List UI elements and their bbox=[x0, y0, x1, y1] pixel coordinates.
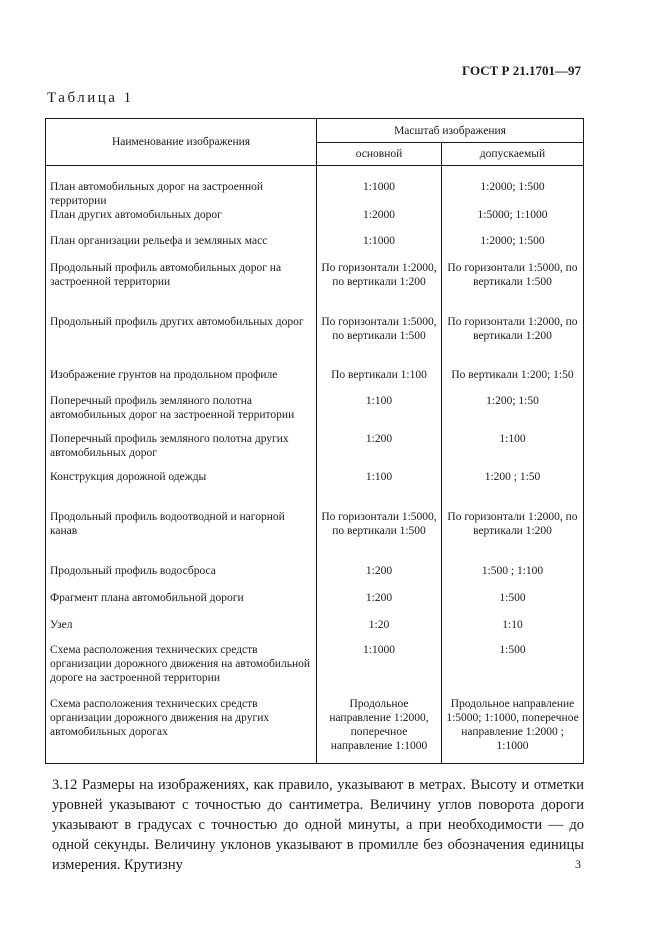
row-main-scale: 1:100 bbox=[317, 394, 442, 432]
table-row bbox=[46, 591, 584, 618]
table-row bbox=[46, 618, 584, 643]
row-allowed-scale: 1:500 bbox=[442, 591, 584, 618]
row-main-scale: 1:200 bbox=[317, 564, 442, 591]
table-row bbox=[46, 564, 584, 591]
row-allowed-scale: 1:200; 1:50 bbox=[442, 394, 584, 432]
row-allowed-scale: 1:500 ; 1:100 bbox=[442, 564, 584, 591]
row-main-scale: По горизонтали 1:5000, по вертикали 1:500 bbox=[317, 510, 442, 564]
row-name: Узел bbox=[46, 618, 317, 643]
row-name: Схема расположения технических средств организации дорожного движения на других автомобильных дорогах bbox=[46, 697, 317, 763]
column-header-scale: Масштаб изображения bbox=[317, 119, 584, 143]
row-name: План автомобильных дорог на застроенной территории bbox=[46, 166, 317, 209]
row-allowed-scale: 1:100 bbox=[442, 432, 584, 470]
row-main-scale: По горизонтали 1:2000, по вертикали 1:200 bbox=[317, 261, 442, 315]
row-allowed-scale: 1:5000; 1:1000 bbox=[442, 208, 584, 234]
row-main-scale: 1:200 bbox=[317, 432, 442, 470]
row-name: Фрагмент плана автомобильной дороги bbox=[46, 591, 317, 618]
table-row bbox=[46, 166, 584, 209]
row-allowed-scale: 1:2000; 1:500 bbox=[442, 166, 584, 209]
column-header-main: основной bbox=[317, 143, 442, 166]
row-allowed-scale: По горизонтали 1:2000, по вертикали 1:200 bbox=[442, 510, 584, 564]
row-main-scale: 1:20 bbox=[317, 618, 442, 643]
row-main-scale: 1:200 bbox=[317, 591, 442, 618]
row-allowed-scale: По вертикали 1:200; 1:50 bbox=[442, 368, 584, 394]
table-row bbox=[46, 697, 584, 763]
row-main-scale: По горизонтали 1:5000, по вертикали 1:500 bbox=[317, 315, 442, 368]
row-name: Схема расположения технических средств организации дорожного движения на автомобильной дороге на застроенной территории bbox=[46, 643, 317, 697]
row-main-scale: 1:100 bbox=[317, 470, 442, 510]
table-row bbox=[46, 208, 584, 234]
table-title: Таблица 1 bbox=[47, 90, 134, 106]
row-main-scale: 1:2000 bbox=[317, 208, 442, 234]
row-main-scale: По вертикали 1:100 bbox=[317, 368, 442, 394]
row-allowed-scale: Продольное направление 1:5000; 1:1000, поперечное направление 1:2000 ; 1:1000 bbox=[442, 697, 584, 763]
table-row bbox=[46, 368, 584, 394]
row-allowed-scale: По горизонтали 1:2000, по вертикали 1:200 bbox=[442, 315, 584, 368]
table-row bbox=[46, 234, 584, 261]
row-name: Поперечный профиль земляного полотна других автомобильных дорог bbox=[46, 432, 317, 470]
table-row bbox=[46, 261, 584, 315]
row-name: План организации рельефа и земляных масс bbox=[46, 234, 317, 261]
row-name: План других автомобильных дорог bbox=[46, 208, 317, 234]
table-row bbox=[46, 315, 584, 368]
row-allowed-scale: 1:10 bbox=[442, 618, 584, 643]
row-allowed-scale: 1:2000; 1:500 bbox=[442, 234, 584, 261]
row-name: Продольный профиль водосброса bbox=[46, 564, 317, 591]
row-main-scale: Продольное направление 1:2000, поперечное направление 1:1000 bbox=[317, 697, 442, 763]
row-name: Продольный профиль автомобильных дорог на застроенной территории bbox=[46, 261, 317, 315]
table-row bbox=[46, 432, 584, 470]
table-row bbox=[46, 510, 584, 564]
row-main-scale: 1:1000 bbox=[317, 643, 442, 697]
row-allowed-scale: 1:200 ; 1:50 bbox=[442, 470, 584, 510]
row-name: Продольный профиль других автомобильных дорог bbox=[46, 315, 317, 368]
row-name: Изображение грунтов на продольном профиле bbox=[46, 368, 317, 394]
column-header-allowed: допускаемый bbox=[442, 143, 584, 166]
row-allowed-scale: По горизонтали 1:5000, по вертикали 1:500 bbox=[442, 261, 584, 315]
table-row bbox=[46, 643, 584, 697]
row-main-scale: 1:1000 bbox=[317, 234, 442, 261]
row-name: Конструкция дорожной одежды bbox=[46, 470, 317, 510]
table-row bbox=[46, 394, 584, 432]
row-main-scale: 1:1000 bbox=[317, 166, 442, 209]
row-allowed-scale: 1:500 bbox=[442, 643, 584, 697]
page-number: 3 bbox=[575, 857, 581, 871]
row-name: Продольный профиль водоотводной и нагорной канав bbox=[46, 510, 317, 564]
document-code: ГОСТ Р 21.1701—97 bbox=[462, 63, 581, 78]
column-header-name: Наименование изображения bbox=[46, 119, 317, 166]
table-row bbox=[46, 470, 584, 510]
row-name: Поперечный профиль земляного полотна автомобильных дорог на застроенной территории bbox=[46, 394, 317, 432]
body-paragraph: 3.12 Размеры на изображениях, как правило, указывают в метрах. Высоту и отметки уровней указывают с точностью до сантиметра. Величину углов поворота дороги указывают в градусах с точностью до одной минуты, а при необходимости — до одной секунды. Величину уклонов указывают в промилле без обозначения единицы измерения. Крутизну bbox=[52, 777, 584, 873]
scale-table bbox=[45, 118, 584, 764]
